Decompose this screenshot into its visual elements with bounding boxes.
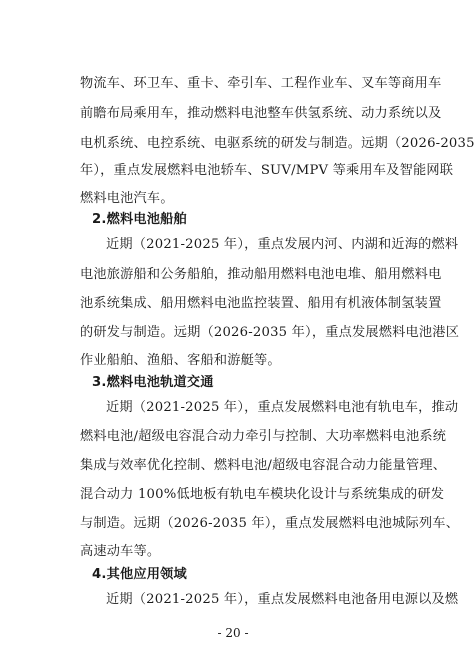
page-number: - 20 - [217, 626, 249, 640]
paragraph-line: 电池旅游船和公务船舶，推动船用燃料电池电堆、船用燃料电 [80, 267, 442, 282]
paragraph-line: 前瞻布局乘用车，推动燃料电池整车供氢系统、动力系统以及 [80, 106, 442, 121]
paragraph-line: 与制造。远期（2026-2035 年），重点发展燃料电池城际列车、 [80, 516, 460, 531]
paragraph-line: 混合动力 100%低地板有轨电车模块化设计与系统集成的研发 [80, 487, 445, 502]
paragraph-line: 燃料电池汽车。 [80, 191, 174, 206]
paragraph-line: 电机系统、电控系统、电驱系统的研发与制造。远期（2026-2035 [80, 136, 475, 151]
paragraph-line: 的研发与制造。远期（2026-2035 年），重点发展燃料电池港区 [80, 325, 460, 340]
paragraph-line: 集成与效率优化控制、燃料电池/超级电容混合动力能量管理、 [80, 458, 447, 473]
paragraph-line: 物流车、环卫车、重卡、牵引车、工程作业车、叉车等商用车 [80, 76, 442, 91]
paragraph-line: 近期（2021-2025 年），重点发展燃料电池备用电源以及燃 [106, 592, 459, 607]
paragraph-line: 高速动车等。 [80, 544, 161, 559]
section-heading-other-applications: 4.其他应用领域 [92, 567, 187, 582]
paragraph-line: 池系统集成、船用燃料电池监控装置、船用有机液体制氢装置 [80, 296, 442, 311]
paragraph-line: 年），重点发展燃料电池轿车、SUV/MPV 等乘用车及智能网联 [80, 163, 454, 178]
paragraph-line: 近期（2021-2025 年），重点发展内河、内湖和近海的燃料 [106, 237, 459, 252]
paragraph-line: 作业船舶、渔船、客船和游艇等。 [80, 353, 281, 368]
paragraph-line: 燃料电池/超级电容混合动力牵引与控制、大功率燃料电池系统 [80, 429, 447, 444]
paragraph-line: 近期（2021-2025 年），重点发展燃料电池有轨电车，推动 [106, 400, 459, 415]
section-heading-fuel-cell-rail: 3.燃料电池轨道交通 [92, 375, 214, 390]
section-heading-fuel-cell-ships: 2.燃料电池船舶 [92, 212, 187, 227]
